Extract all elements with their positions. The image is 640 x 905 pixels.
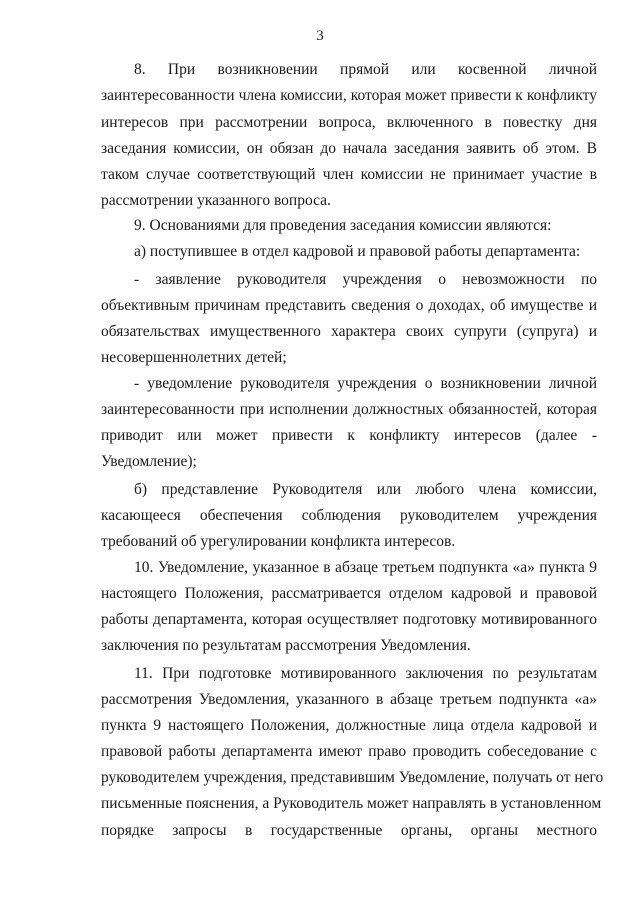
paragraph-9-heading: 9. Основаниями для проведения заседания комиссии являются: (134, 217, 552, 234)
paragraph-8-line: 8. При возникновении прямой или косвенной личной (134, 61, 597, 78)
paragraph-10-line: работы департамента, которая осуществляет подготовку мотивированного (101, 611, 597, 628)
paragraph-11-line: письменные пояснения, а Руководитель может направлять в установленном (101, 795, 602, 812)
paragraph-10-line: настоящего Положения, рассматривается отделом кадровой и правовой (101, 585, 597, 602)
paragraph-11-line: 11. При подготовке мотивированного заключения по результатам (134, 665, 597, 682)
paragraph-8-line: рассмотрении указанного вопроса. (101, 192, 331, 209)
list-item-statement-line: обязательствах имущественного характера своих супруги (супруга) и (101, 323, 597, 340)
list-item-notice-line: - уведомление руководителя учреждения о возникновении личной (134, 375, 597, 392)
paragraph-10-line: 10. Уведомление, указанное в абзаце третьем подпункта «а» пункта 9 (134, 559, 597, 576)
paragraph-11-line: рассмотрения Уведомления, указанного в абзаце третьем подпункта «а» (101, 691, 597, 708)
paragraph-11-line: правовой работы департамента имеют право проводить собеседование с (101, 743, 597, 760)
list-item-statement-line: несовершеннолетних детей; (101, 349, 287, 366)
paragraph-8-line: заседания комиссии, он обязан до начала заседания заявить об этом. В (101, 140, 597, 157)
page-number: 3 (316, 28, 324, 44)
subparagraph-b-line: требований об урегулировании конфликта интересов. (101, 533, 456, 550)
paragraph-8-line: заинтересованности члена комиссии, которая может привести к конфликту (101, 87, 597, 104)
paragraph-8-line: интересов при рассмотрении вопроса, включенного в повестку дня (101, 114, 597, 131)
list-item-statement-line: объективным причинам представить сведения о доходах, об имуществе и (101, 297, 597, 314)
paragraph-8-line: таком случае соответствующий член комиссии не принимает участие в (101, 166, 597, 183)
paragraph-10-line: заключения по результатам рассмотрения Уведомления. (101, 637, 471, 654)
paragraph-11-line: пункта 9 настоящего Положения, должностные лица отдела кадровой и (101, 717, 597, 734)
paragraph-11-line: руководителем учреждения, представившим Уведомление, получать от него (101, 769, 604, 786)
list-item-statement-line: - заявление руководителя учреждения о невозможности по (134, 271, 597, 288)
list-item-notice-line: заинтересованности при исполнении должностных обязанностей, которая (101, 401, 597, 418)
list-item-notice-line: приводит или может привести к конфликту интересов (далее - (101, 427, 597, 444)
subparagraph-b-line: б) представление Руководителя или любого члена комиссии, (134, 481, 597, 498)
paragraph-11-line: порядке запросы в государственные органы, органы местного (101, 822, 597, 839)
list-item-notice-line: Уведомление); (101, 453, 197, 470)
subparagraph-a: а) поступившее в отдел кадровой и правовой работы департамента: (134, 243, 581, 260)
subparagraph-b-line: касающееся обеспечения соблюдения руководителем учреждения (101, 507, 597, 524)
